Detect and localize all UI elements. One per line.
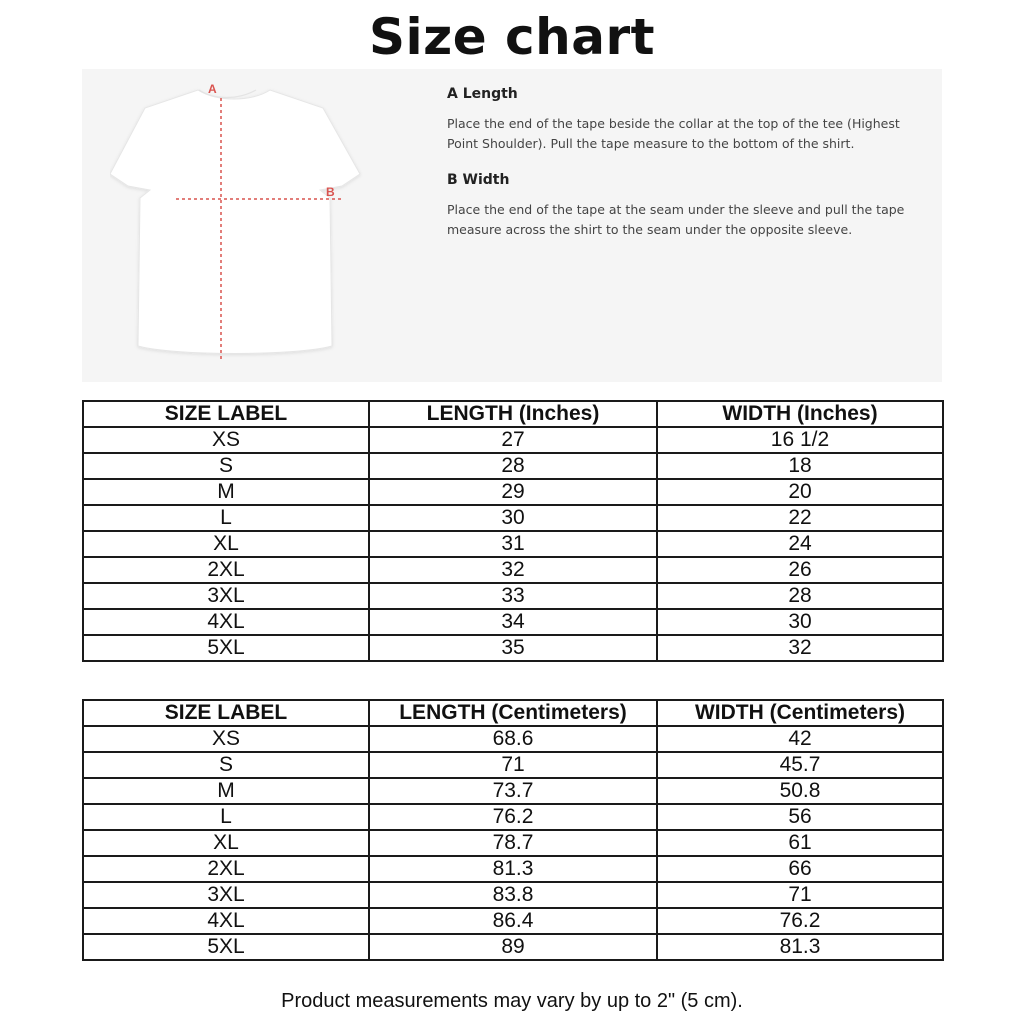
size-cell: 4XL [83, 609, 369, 635]
size-cell: S [83, 752, 369, 778]
table-row [83, 557, 943, 583]
size-cell: L [83, 505, 369, 531]
width-cell: 24 [657, 531, 943, 557]
table-header-row [83, 700, 943, 726]
measurement-instructions [447, 84, 927, 240]
length-cell: 68.6 [369, 726, 657, 752]
header-width: WIDTH (Centimeters) [657, 700, 943, 726]
width-cell: 16 1/2 [657, 427, 943, 453]
size-cell: 2XL [83, 557, 369, 583]
size-cell: XS [83, 427, 369, 453]
header-length: LENGTH (Inches) [369, 401, 657, 427]
width-cell: 20 [657, 479, 943, 505]
table-row [83, 934, 943, 960]
table-row [83, 479, 943, 505]
tshirt-diagram [110, 78, 370, 378]
table-row [83, 726, 943, 752]
length-heading: A Length [447, 86, 518, 102]
page-title: Size chart [368, 8, 656, 66]
width-cell: 45.7 [657, 752, 943, 778]
size-cell: 5XL [83, 635, 369, 661]
length-cell: 34 [369, 609, 657, 635]
length-cell: 30 [369, 505, 657, 531]
width-cell: 56 [657, 804, 943, 830]
size-cell: 5XL [83, 934, 369, 960]
size-table-centimeters [82, 699, 944, 961]
table-row [83, 804, 943, 830]
length-cell: 83.8 [369, 882, 657, 908]
label-b: B [326, 185, 335, 199]
width-cell: 32 [657, 635, 943, 661]
width-cell: 66 [657, 856, 943, 882]
length-cell: 32 [369, 557, 657, 583]
header-length: LENGTH (Centimeters) [369, 700, 657, 726]
size-cell: 4XL [83, 908, 369, 934]
table-row [83, 752, 943, 778]
width-cell: 18 [657, 453, 943, 479]
length-cell: 78.7 [369, 830, 657, 856]
table-row [83, 882, 943, 908]
header-size-label: SIZE LABEL [83, 401, 369, 427]
width-description: Place the end of the tape at the seam under the sleeve and pull the tape measure across the shirt to the seam under the opposite sleeve. [447, 202, 905, 237]
length-cell: 35 [369, 635, 657, 661]
measurement-disclaimer: Product measurements may vary by up to 2" (5 cm). [281, 990, 743, 1012]
size-cell: 2XL [83, 856, 369, 882]
size-table-inches [82, 400, 944, 662]
size-cell: XL [83, 531, 369, 557]
table-row [83, 505, 943, 531]
table-row [83, 830, 943, 856]
width-cell: 50.8 [657, 778, 943, 804]
length-description: Place the end of the tape beside the collar at the top of the tee (Highest Point Shoulder). Pull the tape measure to the bottom of the shirt. [447, 116, 900, 151]
length-cell: 89 [369, 934, 657, 960]
width-heading: B Width [447, 172, 510, 188]
width-cell: 42 [657, 726, 943, 752]
table-row [83, 453, 943, 479]
size-cell: S [83, 453, 369, 479]
width-cell: 28 [657, 583, 943, 609]
table-row [83, 609, 943, 635]
table-row [83, 635, 943, 661]
length-cell: 76.2 [369, 804, 657, 830]
length-cell: 28 [369, 453, 657, 479]
width-cell: 22 [657, 505, 943, 531]
table-row [83, 583, 943, 609]
length-cell: 33 [369, 583, 657, 609]
table-row [83, 856, 943, 882]
tshirt-icon [110, 90, 360, 354]
size-cell: 3XL [83, 882, 369, 908]
table-row [83, 908, 943, 934]
header-width: WIDTH (Inches) [657, 401, 943, 427]
size-cell: XL [83, 830, 369, 856]
width-cell: 61 [657, 830, 943, 856]
length-cell: 73.7 [369, 778, 657, 804]
table-row [83, 531, 943, 557]
length-cell: 31 [369, 531, 657, 557]
label-a: A [208, 82, 217, 96]
width-cell: 26 [657, 557, 943, 583]
length-cell: 29 [369, 479, 657, 505]
table-header-row [83, 401, 943, 427]
width-cell: 81.3 [657, 934, 943, 960]
size-cell: L [83, 804, 369, 830]
size-cell: M [83, 778, 369, 804]
width-cell: 76.2 [657, 908, 943, 934]
size-cell: XS [83, 726, 369, 752]
table-row [83, 778, 943, 804]
width-cell: 71 [657, 882, 943, 908]
size-cell: M [83, 479, 369, 505]
width-cell: 30 [657, 609, 943, 635]
table-row [83, 427, 943, 453]
length-cell: 27 [369, 427, 657, 453]
size-cell: 3XL [83, 583, 369, 609]
header-size-label: SIZE LABEL [83, 700, 369, 726]
length-cell: 86.4 [369, 908, 657, 934]
length-cell: 71 [369, 752, 657, 778]
length-cell: 81.3 [369, 856, 657, 882]
